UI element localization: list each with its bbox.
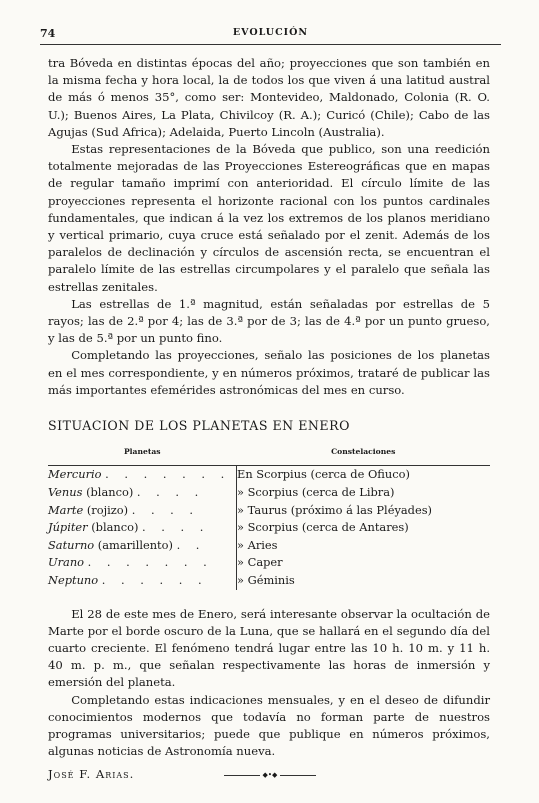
planet-cell [48, 502, 237, 520]
table-row [48, 572, 490, 590]
constellation-name: Taurus (próximo á las Pléyades) [247, 502, 432, 517]
table-row [48, 537, 490, 555]
planet-name: Venus [48, 485, 83, 500]
planet-name: Neptuno [48, 573, 99, 588]
constellation-name: Scorpius (cerca de Ofiuco) [256, 467, 410, 482]
planet-cell [48, 519, 237, 537]
planet-note: (rojizo) [83, 502, 129, 517]
planet-cell [48, 572, 237, 590]
page-number: 74 [40, 27, 56, 40]
planet-cell [48, 466, 237, 484]
table-row [48, 502, 490, 520]
planet-name: Marte [48, 502, 84, 517]
planet-name: Mercurio [48, 467, 102, 482]
row-prefix: » [237, 485, 244, 500]
planet-note: (blanco) [82, 485, 134, 500]
constellation-cell [237, 572, 491, 590]
paragraph-3: Las estrellas de 1.ª magnitud, están señaladas por estrellas de 5 rayos; las de 2.ª por 4; las de 3.ª por de 3; las de 4.ª por un punto grueso, y las de 5.ª por un punto fino. [48, 296, 490, 346]
planets-table [48, 441, 490, 589]
table-row [48, 466, 490, 484]
constellation-name: Scorpius (cerca de Antares) [247, 520, 409, 535]
planet-cell [48, 554, 237, 572]
constellation-cell [237, 519, 491, 537]
leader-dots: . . . . [142, 520, 210, 535]
leader-dots: . . [176, 537, 206, 552]
planet-name: Saturno [48, 537, 95, 552]
constellation-cell [237, 537, 491, 555]
header-rule [40, 44, 501, 45]
planet-name: Urano [48, 555, 85, 570]
row-prefix: » [237, 520, 244, 535]
constellation-cell [237, 554, 491, 572]
constellation-name: Caper [247, 555, 283, 570]
constellation-name: Aries [247, 537, 278, 552]
constellation-cell [237, 484, 491, 502]
planet-note: (blanco) [87, 520, 139, 535]
constellation-cell [237, 466, 491, 484]
planet-name: Júpiter [48, 520, 88, 535]
running-header [40, 27, 501, 41]
closing-paragraph-2: Completando estas indicaciones mensuales, y en el deseo de difundir conocimientos modernos que todavía no forman parte de nuestros programas universitarios; puede que publique en números próximos, algunas noticias de Astronomía nueva. [48, 692, 490, 759]
row-prefix: En [237, 467, 253, 482]
constellation-name: Scorpius (cerca de Libra) [247, 485, 395, 500]
constellation-cell [237, 502, 491, 520]
paragraph-1: tra Bóveda en distintas épocas del año; proyecciones que son también en la misma fecha y hora local, la de todos los que viven á una latitud austral de más ó menos 35°, como ser: Montevideo, Maldonado, Colonia (R. O. U.); Buenos Aires, La Plata, Chivilcoy (R. A.); Curicó (Chile); Cabo de las Agujas (Sud Africa); Adelaida, Puerto Lincoln (Australia). [48, 56, 490, 139]
table-row [48, 484, 490, 502]
constellations-header: Constelaciones [237, 441, 491, 466]
row-prefix: » [237, 555, 244, 570]
leader-dots: . . . . . . [101, 573, 208, 588]
planet-cell [48, 537, 237, 555]
planet-cell [48, 484, 237, 502]
row-prefix: » [237, 573, 244, 588]
table-row [48, 554, 490, 572]
author-signature: José F. Arias. [48, 767, 135, 782]
table-row [48, 519, 490, 537]
constellation-name: Géminis [247, 573, 295, 588]
planets-header: Planetas [48, 441, 237, 466]
closing-paragraph-1: El 28 de este mes de Enero, será interesante observar la ocultación de Marte por el borde oscuro de la Luna, que se hallará en el segundo día del cuarto creciente. El fenómeno tendrá lugar entre las 10 h. 10 m. y 11 h. 40 m. p. m., que señalan respectivamente las horas de inmersión y emersión del planeta. [48, 606, 490, 690]
article-body [48, 55, 490, 784]
section-title: SITUACION DE LOS PLANETAS EN ENERO [48, 418, 350, 434]
leader-dots: . . . . . . . [105, 467, 231, 482]
paragraph-2: Estas representaciones de la Bóveda que publico, son una reedición totalmente mejoradas de las Proyecciones Estereográficas que en mapas de regular tamaño imprimí con anterioridad. El círculo límite de las proyecciones representa el horizonte racional con los puntos cardinales fundamentales, que indican á la vez los extremos de los planos meridiano y vertical primario, cuya cruce está señalado por el zenit. Además de los paralelos de declinación y círculos de ascensión recta, se encuentran el paralelo límite de las estrellas circumpolares y el paralelo que señala las estrellas zenitales. [48, 142, 490, 294]
row-prefix: » [237, 537, 244, 552]
leader-dots: . . . . . . . [87, 555, 213, 570]
planet-note: (amarillento) [94, 537, 173, 552]
journal-title: EVOLUCIÓN [232, 27, 309, 38]
leader-dots: . . . . [136, 485, 205, 500]
row-prefix: » [237, 502, 244, 517]
closing-ornament: ◆•◆ [220, 771, 320, 779]
leader-dots: . . . . [131, 502, 200, 517]
paragraph-4: Completando las proyecciones, señalo las posiciones de los planetas en el mes correspondiente, y en números próximos, trataré de publicar las más importantes efemérides astronómicas del mes en curso. [48, 348, 490, 397]
